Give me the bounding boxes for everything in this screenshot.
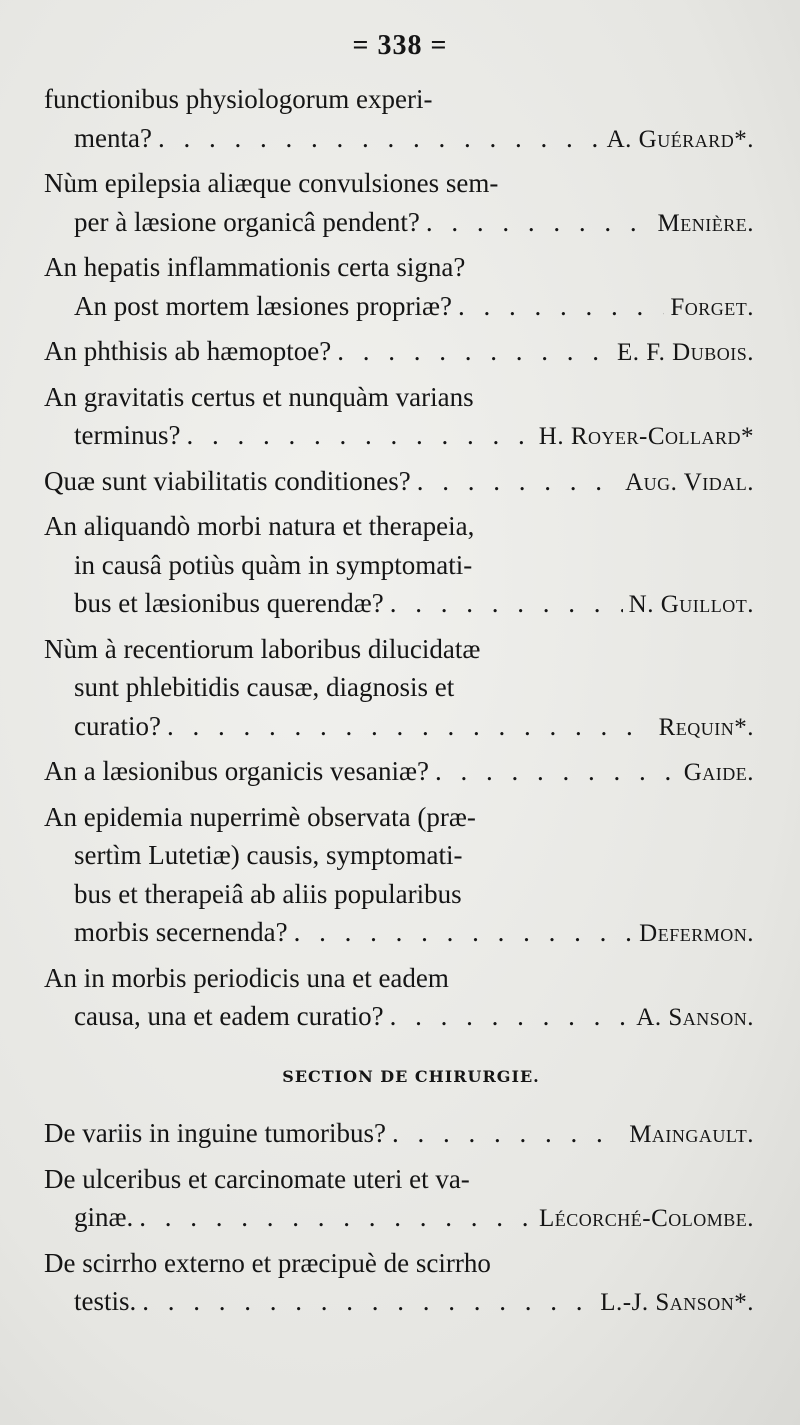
thesis-question-text: testis. — [74, 1286, 137, 1316]
thesis-line — [44, 378, 754, 417]
dot-leader — [337, 332, 611, 371]
thesis-question-text: ginæ. — [74, 1202, 134, 1232]
dot-leader — [458, 287, 664, 326]
thesis-entry — [44, 248, 754, 327]
thesis-line — [44, 584, 754, 625]
thesis-entry — [44, 462, 754, 503]
author-name: Menière. — [657, 209, 754, 237]
thesis-question-text: Nùm à recentiorum laboribus dilucidatæ — [44, 633, 481, 664]
thesis-question-text: An aliquandò morbi natura et therapeia, — [44, 511, 475, 541]
thesis-line — [44, 1198, 754, 1239]
thesis-line — [44, 668, 754, 707]
thesis-question-text: De scirrho externo et præcipuè de scirrho — [44, 1247, 491, 1278]
thesis-line — [44, 1160, 754, 1199]
dot-leader — [426, 203, 652, 242]
thesis-question-text: menta? — [74, 122, 152, 153]
thesis-question-text: De ulceribus et carcinomate uteri et va- — [44, 1163, 470, 1194]
thesis-line — [44, 462, 754, 503]
dot-leader — [158, 119, 601, 158]
dot-leader — [186, 416, 532, 455]
author-name: Aug. Vidal. — [625, 468, 754, 496]
thesis-line — [44, 332, 754, 373]
thesis-line — [44, 119, 754, 160]
thesis-line — [44, 546, 754, 585]
surgery-entries — [44, 1114, 754, 1323]
page-number: = 338 = — [352, 30, 448, 61]
thesis-question-text: An a læsionibus organicis vesaniæ? — [44, 756, 429, 786]
author-name: A. Guérard*. — [606, 125, 754, 153]
thesis-line — [44, 80, 754, 119]
author-name: Maingault. — [629, 1121, 754, 1148]
thesis-question-text: functionibus physiologorum experi- — [44, 84, 433, 114]
author-name: H. Royer-Collard* — [538, 423, 754, 450]
thesis-question-text: sunt phlebitidis causæ, diagnosis et — [74, 672, 455, 702]
thesis-question-text: bus et therapeiâ ab aliis popularibus — [74, 878, 462, 909]
thesis-entry — [44, 1160, 754, 1239]
thesis-question-text: per à læsione organicâ pendent? — [74, 206, 420, 237]
dot-leader — [167, 707, 653, 746]
dot-leader — [294, 913, 634, 952]
thesis-question-text: An phthisis ab hæmoptoe? — [44, 336, 332, 366]
thesis-entry — [44, 1244, 754, 1323]
thesis-line — [44, 416, 754, 457]
thesis-line — [44, 913, 754, 954]
thesis-line — [44, 164, 754, 203]
thesis-line — [44, 630, 754, 669]
thesis-entry — [44, 507, 754, 625]
thesis-question-text: sertìm Lutetiæ) causis, symptomati- — [74, 840, 463, 870]
thesis-question-text: An gravitatis certus et nunquàm varians — [44, 381, 474, 412]
thesis-list — [44, 80, 754, 1328]
author-name: L.-J. Sanson*. — [600, 1289, 754, 1316]
thesis-line — [44, 959, 754, 998]
author-name: Lécorché-Colombe. — [538, 1205, 754, 1232]
thesis-question-text: Quæ sunt viabilitatis conditiones? — [44, 465, 411, 496]
thesis-entry — [44, 332, 754, 373]
thesis-line — [44, 287, 754, 328]
thesis-line — [44, 798, 754, 837]
dot-leader — [392, 1114, 623, 1153]
thesis-question-text: An in morbis periodicis una et eadem — [44, 962, 449, 993]
thesis-line — [44, 707, 754, 748]
thesis-line — [44, 997, 754, 1038]
thesis-line — [44, 248, 754, 287]
thesis-entry — [44, 959, 754, 1038]
thesis-question-text: terminus? — [74, 420, 181, 450]
author-name: Gaide. — [683, 759, 754, 786]
thesis-question-text: An post mortem læsiones propriæ? — [74, 290, 452, 321]
dot-leader — [390, 584, 623, 623]
thesis-line — [44, 875, 754, 914]
thesis-question-text: Nùm epilepsia aliæque convulsiones sem- — [44, 168, 499, 198]
thesis-question-text: De variis in inguine tumoribus? — [44, 1118, 386, 1148]
dot-leader — [390, 997, 631, 1036]
thesis-line — [44, 1282, 754, 1323]
thesis-question-text: An hepatis inflammationis certa signa? — [44, 252, 466, 282]
thesis-line — [44, 752, 754, 793]
thesis-entry — [44, 752, 754, 793]
dot-leader — [139, 1198, 533, 1237]
thesis-question-text: morbis secernenda? — [74, 917, 288, 947]
thesis-question-text: causa, una et eadem curatio? — [74, 1001, 384, 1031]
thesis-question-text: An epidemia nuperrimè observata (præ- — [44, 801, 476, 832]
author-name: E. F. Dubois. — [617, 339, 754, 366]
thesis-line — [44, 1114, 754, 1155]
thesis-question-text: curatio? — [74, 710, 161, 741]
dot-leader — [435, 752, 678, 791]
thesis-line — [44, 507, 754, 546]
thesis-question-text: bus et læsionibus querendæ? — [74, 588, 384, 618]
author-name: N. Guillot. — [628, 591, 754, 618]
thesis-entry — [44, 630, 754, 748]
dot-leader — [417, 462, 619, 501]
thesis-line — [44, 836, 754, 875]
thesis-line — [44, 1244, 754, 1283]
thesis-entry — [44, 1114, 754, 1155]
section-title: SECTION DE CHIRURGIE. — [282, 1066, 540, 1086]
thesis-entry — [44, 798, 754, 954]
medicine-entries — [44, 80, 754, 1038]
thesis-question-text: in causâ potiùs quàm in symptomati- — [74, 549, 473, 580]
thesis-line — [44, 203, 754, 244]
author-name: Requin*. — [658, 713, 754, 741]
thesis-entry — [44, 80, 754, 159]
author-name: Defermon. — [639, 920, 754, 947]
thesis-entry — [44, 164, 754, 243]
author-name: Forget. — [670, 293, 754, 321]
dot-leader — [142, 1282, 594, 1321]
thesis-entry — [44, 378, 754, 457]
author-name: A. Sanson. — [636, 1004, 754, 1031]
